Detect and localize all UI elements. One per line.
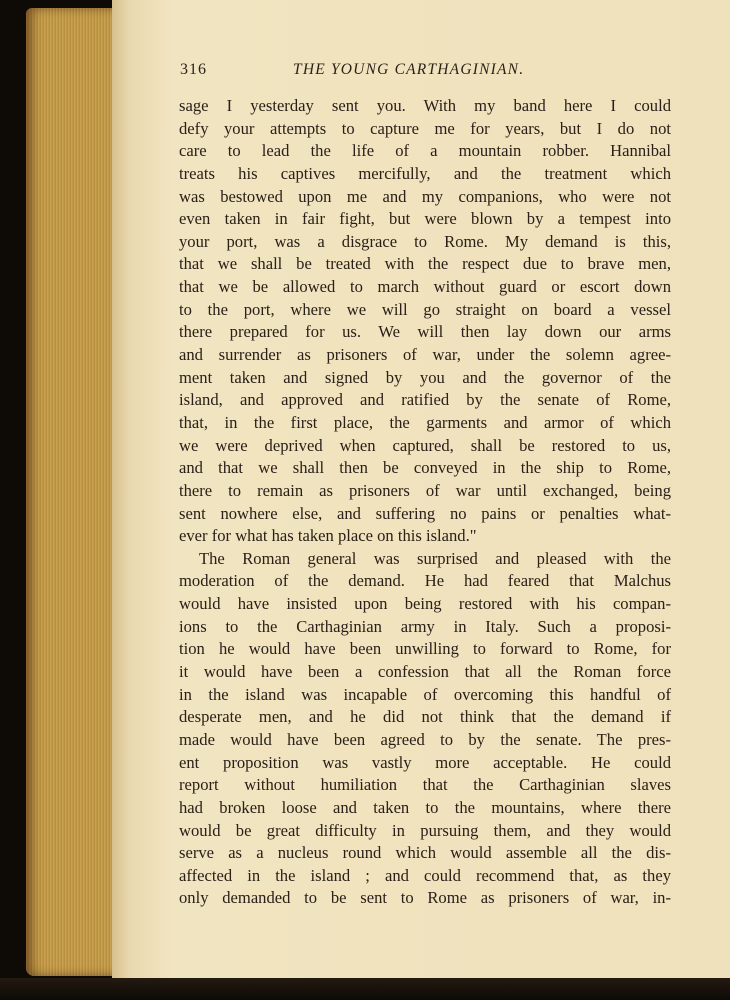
page-header [180,61,576,85]
text-line: defy your attempts to capture me for years, but I do not [179,118,671,138]
text-line: to the port, where we will go straight on board a vessel [179,299,671,319]
text-line: ions to the Carthaginian army in Italy. Such a proposi- [179,616,671,636]
text-line: desperate men, and he did not think that the demand if [179,707,671,727]
text-line: treats his captives mercifully, and the treatment which [179,163,671,183]
book-page [112,0,730,982]
text-line: affected in the island ; and could recommend that, as they [179,865,671,885]
text-line: care to lead the life of a mountain robber. Hannibal [179,141,671,161]
text-line: and that we shall then be conveyed in the ship to Rome, [179,458,671,478]
text-line: ent proposition was vastly more acceptable. He could [179,752,671,772]
text-line: tion he would have been unwilling to forward to Rome, for [179,639,671,659]
text-line: even taken in fair fight, but were blown by a tempest into [179,209,671,229]
text-line: had broken loose and taken to the mountains, where there [179,797,671,817]
text-line: made would have been agreed to by the senate. The pres- [179,729,671,749]
text-line: there to remain as prisoners of war until exchanged, being [179,480,671,500]
running-title: THE YOUNG CARTHAGINIAN. [293,61,525,78]
text-line: that, in the first place, the garments and armor of which [179,412,671,432]
page-number: 316 [180,61,207,78]
text-line: there prepared for us. We will then lay down our arms [179,322,671,342]
text-line: would have insisted upon being restored with his compan- [179,594,671,614]
body-text [179,95,671,910]
text-line: in the island was incapable of overcoming this handful of [179,684,671,704]
text-line: only demanded to be sent to Rome as prisoners of war, in- [179,888,671,908]
text-line: it would have been a confession that all the Roman force [179,662,671,682]
text-line: and surrender as prisoners of war, under the solemn agree- [179,345,671,365]
text-line: would be great difficulty in pursuing them, and they would [179,820,671,840]
text-line: ment taken and signed by you and the governor of the [179,367,671,387]
text-line: island, and approved and ratified by the senate of Rome, [179,390,671,410]
text-line: serve as a nucleus round which would assemble all the dis- [179,843,671,863]
text-line: moderation of the demand. He had feared that Malchus [179,571,671,591]
text-line: The Roman general was surprised and pleased with the [199,548,671,568]
text-line: that we be allowed to march without guard or escort down [179,277,671,297]
text-line: ever for what has taken place on this island." [179,526,477,546]
page-edges [26,8,122,976]
text-line: sage I yesterday sent you. With my band here I could [179,96,671,115]
text-line: report without humiliation that the Carthaginian slaves [179,775,671,795]
text-line: sent nowhere else, and suffering no pains or penalties what- [179,503,671,523]
table-edge [0,978,730,1000]
text-line: that we shall be treated with the respect due to brave men, [179,254,671,274]
text-line: your port, was a disgrace to Rome. My demand is this, [179,231,671,251]
text-line: we were deprived when captured, shall be restored to us, [179,435,671,455]
text-line: was bestowed upon me and my companions, who were not [179,186,671,206]
